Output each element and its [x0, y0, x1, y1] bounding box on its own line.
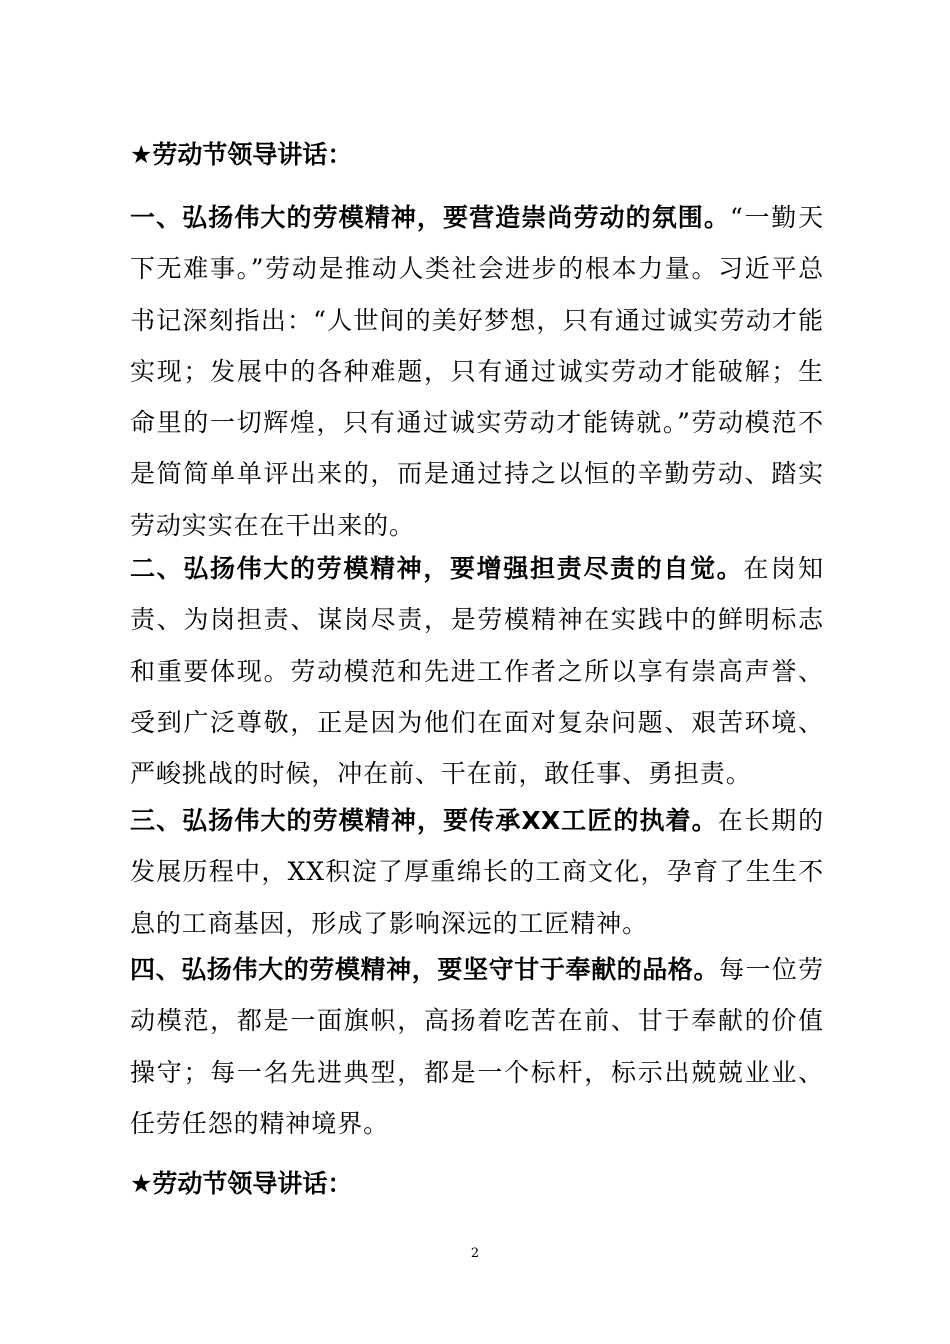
section-heading: ★劳动节领导讲话：	[130, 1169, 353, 1198]
paragraph-body: 在长期的发展历程中，XX积淀了厚重绵长的工商文化，孕育了生生不息的工商基因，形成了影响深远的工匠精神。	[130, 806, 824, 938]
page-number: 2	[470, 1246, 480, 1261]
section-heading: ★劳动节领导讲话：	[130, 140, 353, 169]
paragraph-body: “一勤天下无难事。”劳动是推动人类社会进步的根本力量。习近平总书记深刻指出：“人世间的美好梦想，只有通过诚实劳动才能实现；发展中的各种难题，只有通过诚实劳动才能破解；生命里的一切辉煌，只有通过诚实劳动才能铸就。”劳动模范不是简简单单评出来的，而是通过持之以恒的辛勤劳动、踏实劳动实实在在干出来的。	[130, 203, 824, 540]
paragraph-1	[130, 192, 824, 551]
paragraph-4	[130, 944, 824, 1149]
paragraph-2	[130, 543, 824, 799]
paragraph-body: 每一位劳动模范，都是一面旗帜，高扬着吃苦在前、甘于奉献的价值操守；每一名先进典型，都是一个标杆，标示出兢兢业业、任劳任怨的精神境界。	[130, 955, 824, 1138]
paragraph-lead: 二、弘扬伟大的劳模精神，要增强担责尽责的自觉。	[130, 554, 744, 583]
paragraph-lead: 四、弘扬伟大的劳模精神，要坚守甘于奉献的品格。	[130, 955, 720, 984]
paragraph-3	[130, 795, 824, 949]
paragraph-lead: 三、弘扬伟大的劳模精神，要传承XX工匠的执着。	[130, 806, 718, 835]
paragraph-body: 在岗知责、为岗担责、谋岗尽责，是劳模精神在实践中的鲜明标志和重要体现。劳动模范和先进工作者之所以享有崇高声誉、受到广泛尊敬，正是因为他们在面对复杂问题、艰苦环境、严峻挑战的时候，冲在前、干在前，敢任事、勇担责。	[130, 554, 824, 789]
paragraph-lead: 一、弘扬伟大的劳模精神，要营造崇尚劳动的氛围。	[130, 203, 730, 232]
